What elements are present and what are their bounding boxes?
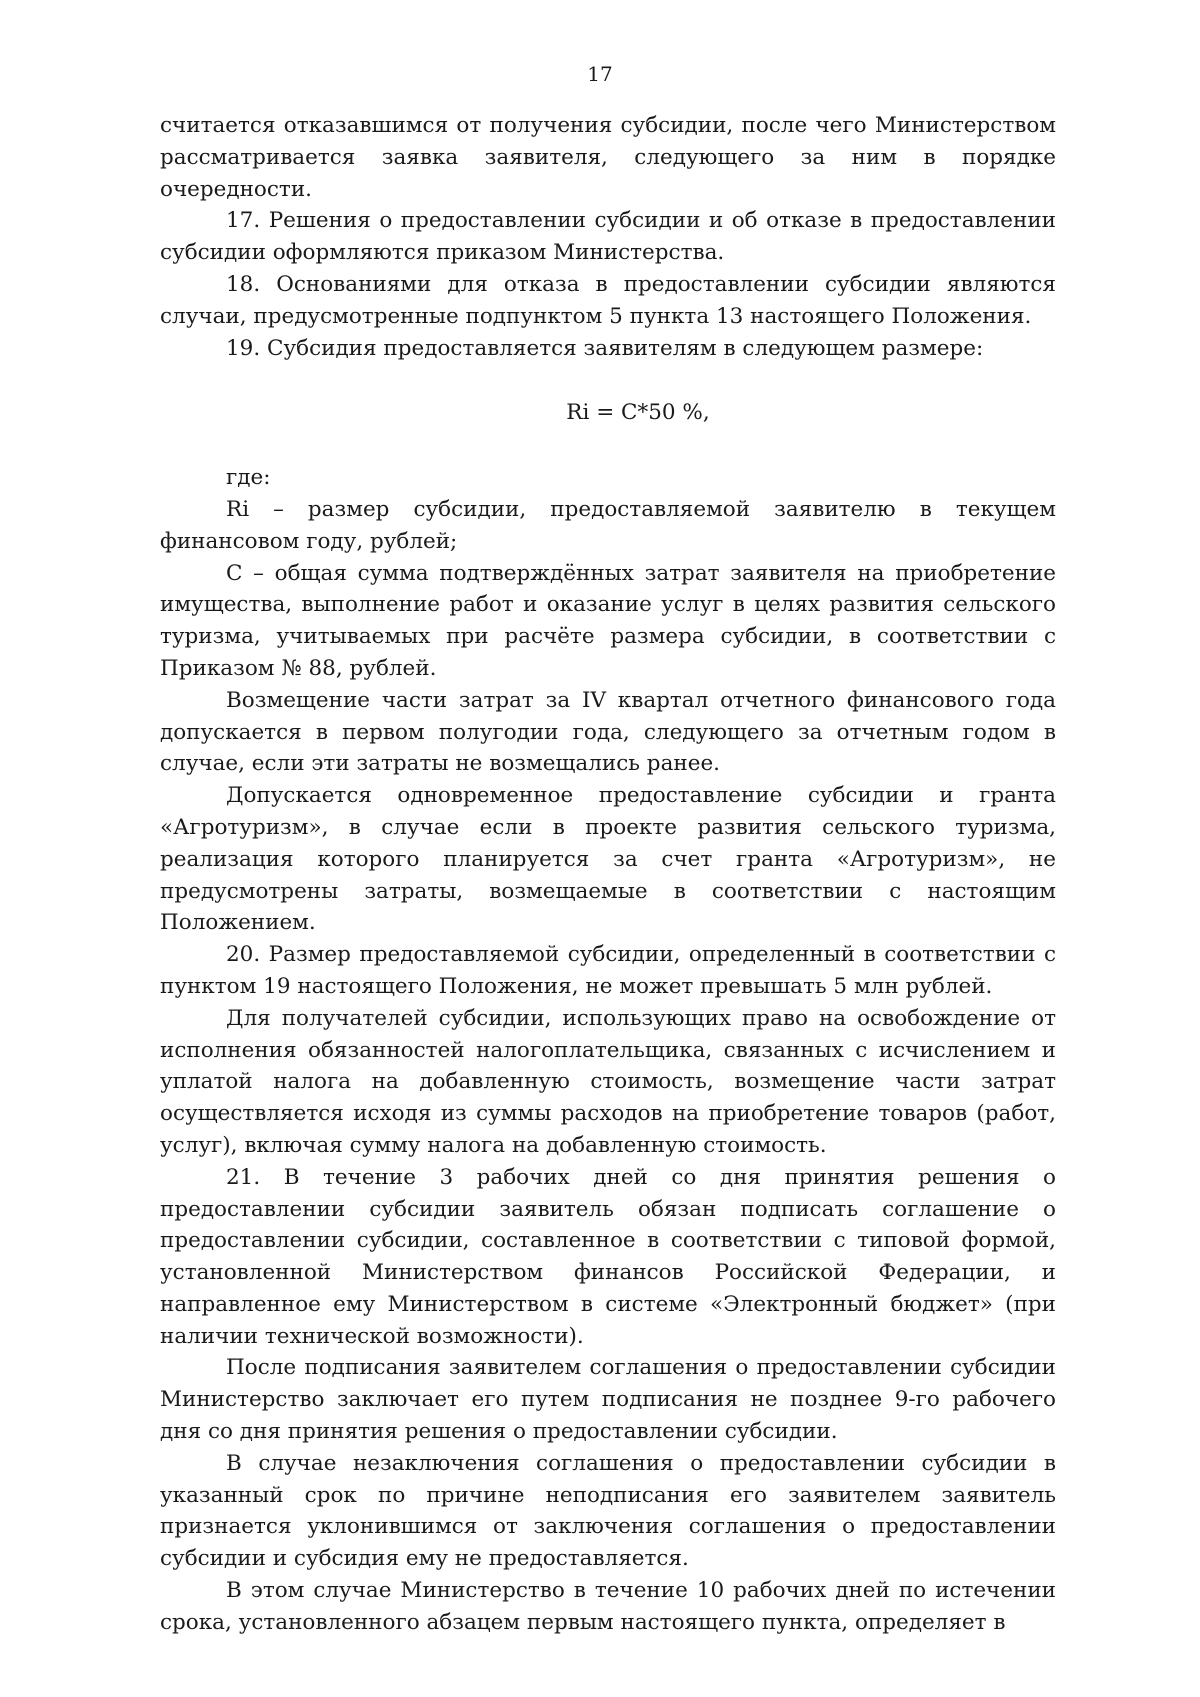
paragraph: считается отказавшимся от получения субсидии, после чего Министерством рассматривается заявка заявителя, следующего за ним в порядке очередности. (160, 113, 1056, 202)
formula: Ri = C*50 %, (566, 400, 710, 426)
page-number: 17 (587, 62, 613, 86)
paragraph: Ri – размер субсидии, предоставляемой заявителю в текущем финансовом году, рублей; (160, 496, 1056, 554)
paragraph: 21. В течение 3 рабочих дней со дня принятия решения о предоставлении субсидии заявитель обязан подписать соглашение о предоставлении субсидии, составленное в соответствии с типовой формой, установленной Министерством финансов Российской Федерации, и направленное ему Министерством в системе «Электронный бюджет» (при наличии технической возможности). (160, 1164, 1056, 1349)
paragraph: 20. Размер предоставляемой субсидии, определенный в соответствии с пунктом 19 настоящего Положения, не может превышать 5 млн рублей. (160, 942, 1056, 999)
paragraph: Для получателей субсидии, использующих право на освобождение от исполнения обязанностей налогоплательщика, связанных с исчислением и уплатой налога на добавленную стоимость, возмещение части затрат осуществляется исходя из суммы расходов на приобретение товаров (работ, услуг), включая сумму налога на добавленную стоимость. (160, 1005, 1056, 1158)
paragraph: После подписания заявителем соглашения о предоставлении субсидии Министерство заключает его путем подписания не позднее 9-го рабочего дня со дня принятия решения о предоставлении субсидии. (160, 1355, 1056, 1445)
paragraph: В случае незаключения соглашения о предоставлении субсидии в указанный срок по причине неподписания его заявителем заявитель признается уклонившимся от заключения соглашения о предоставлении субсидии и субсидия ему не предоставляется. (160, 1450, 1056, 1572)
paragraph: Допускается одновременное предоставление субсидии и гранта «Агротуризм», в случае если в проекте развития сельского туризма, реализация которого планируется за счет гранта «Агротуризм», не предусмотрены затраты, возмещаемые в соответствии с настоящим Положением. (160, 783, 1056, 936)
document-body (160, 110, 1056, 1639)
paragraph: С – общая сумма подтверждённых затрат заявителя на приобретение имущества, выполнение работ и оказание услуг в целях развития сельского туризма, учитываемых при расчёте размера субсидии, в соответствии с Приказом № 88, рублей. (160, 560, 1056, 681)
paragraph: В этом случае Министерство в течение 10 рабочих дней по истечении срока, установленного абзацем первым настоящего пункта, определяет в (160, 1578, 1056, 1635)
paragraph: 17. Решения о предоставлении субсидии и об отказе в предоставлении субсидии оформляются приказом Министерства. (160, 208, 1056, 266)
paragraph: 18. Основаниями для отказа в предоставлении субсидии являются случаи, предусмотренные подпунктом 5 пункта 13 настоящего Положения. (160, 271, 1056, 329)
paragraph: где: (226, 465, 271, 491)
paragraph: Возмещение части затрат за IV квартал отчетного финансового года допускается в первом полугодии года, следующего за отчетным годом в случае, если эти затраты не возмещались ранее. (160, 687, 1056, 777)
paragraph: 19. Субсидия предоставляется заявителям в следующем размере: (226, 335, 984, 361)
